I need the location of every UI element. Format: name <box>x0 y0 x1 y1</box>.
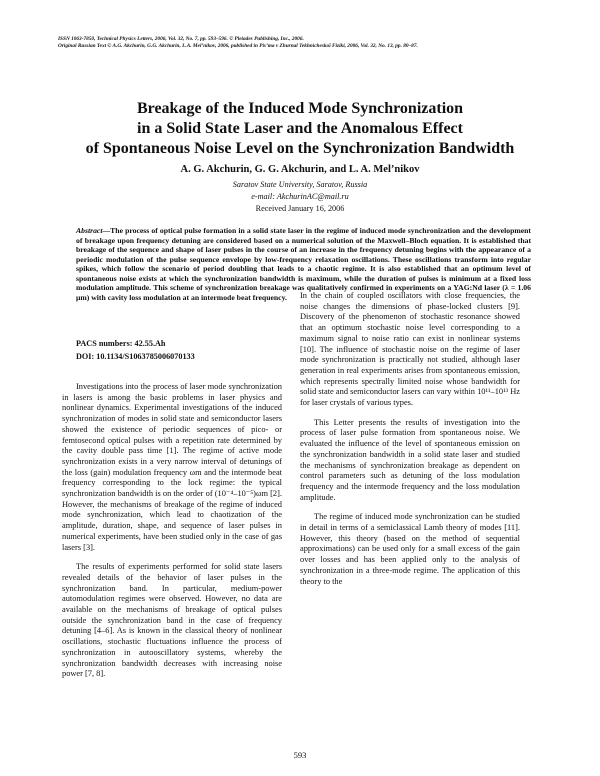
paragraph: This Letter presents the results of investigation into the process of laser pulse formation from spontaneous noise. We evaluated the influence of the level of spontaneous emission on the synchronization bandwidth in a solid state laser and studied the mechanisms of synchronization breakage as dependent on control parameters such as detuning of the loss modulation frequency and the intermode frequency and the loss modulation amplitude. <box>300 417 520 502</box>
paper-title <box>40 99 560 159</box>
authors: A. G. Akchurin, G. G. Akchurin, and L. A. Mel’nikov <box>180 164 420 175</box>
paragraph: The results of experiments performed for solid state lasers revealed details of the behavior of laser pulses in the synchronization band. In particular, medium-power automodulation regimes were observed. However, no data are available on the mechanisms of breakage of optical pulses outside the synchronization band in the case of frequency detuning [4–6]. As is known in the classical theory of nonlinear oscillations, stochastic fluctuations influence the process of synchronization in autooscillatory systems, whereby the synchronization bandwidth decreases with increasing noise power [7, 8]. <box>62 562 282 679</box>
paragraph: In the chain of coupled oscillators with close frequencies, the noise changes the dimensions of phase-locked clusters [9]. Discovery of the phenomenon of stochastic resonance showed that an optimum stochastic noise level corresponding to a maximum signal to noise ratio can exist in nonlinear systems [10]. The influence of stochastic noise on the regime of laser mode synchronization is practically not studied, although laser generation in real experiments arises from spontaneous emission, which represents spectrally limited noise whose bandwidth for solid state and semiconductor lasers can vary within 10¹¹–10¹³ Hz for laser crystals of various types. <box>300 291 520 408</box>
email[interactable]: e-mail: AkchurinAC@mail.ru <box>251 192 349 201</box>
pacs-numbers: PACS numbers: 42.55.Ah <box>76 339 166 348</box>
page-number: 593 <box>293 750 307 760</box>
header-line-1: ISSN 1063-7850, Technical Physics Letters, 2006, Vol. 32, No. 7, pp. 593–596. © Pleiades Publishing, Inc., 2006. <box>58 36 304 42</box>
paragraph: Investigations into the process of laser mode synchronization in lasers is among the basic problems in laser physics and nonlinear dynamics. Experimental investigations of the induced synchronization of modes in solid state and semiconductor lasers showed the existence of periodic sequences of pico- or femtosecond optical pulses with a repetition rate determined by the cavity double pass time [1]. The regime of active mode synchronization exists in a very narrow interval of detunings of the loss (gain) modulation frequency ωm and the intermode beat frequency corresponding to the lock regime: the typical synchronization bandwidth is on the order of (10⁻⁴–10⁻⁵)ωm [2]. However, the mechanisms of breakage of the regime of induced mode synchronization, which lead to chaotization of the amplitude, duration, shape, and sequence of laser pulses in numerical experiments, have been studied only in the case of gas lasers [3]. <box>62 382 282 552</box>
abstract-text: —The process of optical pulse formation in a solid state laser in the regime of induced mode synchronization and the development of breakage upon frequency detuning are considered based on a numerical solution of the Maxwell–Bloch equation. It is established that breakage of the sequence and shape of laser pulses in the course of an increase in the frequency detuning begins with the appearance of a periodic modulation of the pulse sequence envelope by low-frequency relaxation oscillations. These oscillations transform into regular spikes, which follow the scenario of period doubling that leads to a chaotic regime. It is also established that an optimum level of spontaneous noise exists at which the synchronization bandwidth is maximum, while the duration of pulses is minimum at a fixed loss modulation amplitude. This scheme of synchronization breakage was qualitatively confirmed in experiments on a YAG:Nd laser (λ = 1.06 μm) with cavity loss modulation at an intermode beat frequency. <box>76 226 531 302</box>
doi[interactable]: DOI: 10.1134/S1063785006070133 <box>76 352 195 361</box>
title-line-2: in a Solid State Laser and the Anomalous Effect <box>137 120 463 137</box>
journal-header <box>58 36 538 50</box>
header-line-2: Original Russian Text © A.G. Akchurin, G.G. Akchurin, L.A. Mel’nikov, 2006, published in Pis’ma v Zhurnal Tekhnicheskoĭ Fiziki, 2006, Vol. 32, No. 13, pp. 80–87. <box>58 43 418 49</box>
abstract-label: Abstract <box>76 226 103 235</box>
right-column <box>300 291 520 596</box>
left-column <box>62 382 282 689</box>
title-line-3: of Spontaneous Noise Level on the Synchronization Bandwidth <box>85 140 515 157</box>
title-line-1: Breakage of the Induced Mode Synchronization <box>136 100 464 117</box>
affiliation: Saratov State University, Saratov, Russia <box>232 180 368 189</box>
received-date: Received January 16, 2006 <box>255 204 345 213</box>
paragraph: The regime of induced mode synchronization can be studied in detail in terms of a semiclassical Lamb theory of modes [11]. However, this theory (based on the method of sequential approximations) can be used only for a small excess of the gain over losses and has been applied only to the analysis of synchronization in a three-mode regime. The application of this theory to the <box>300 512 520 586</box>
